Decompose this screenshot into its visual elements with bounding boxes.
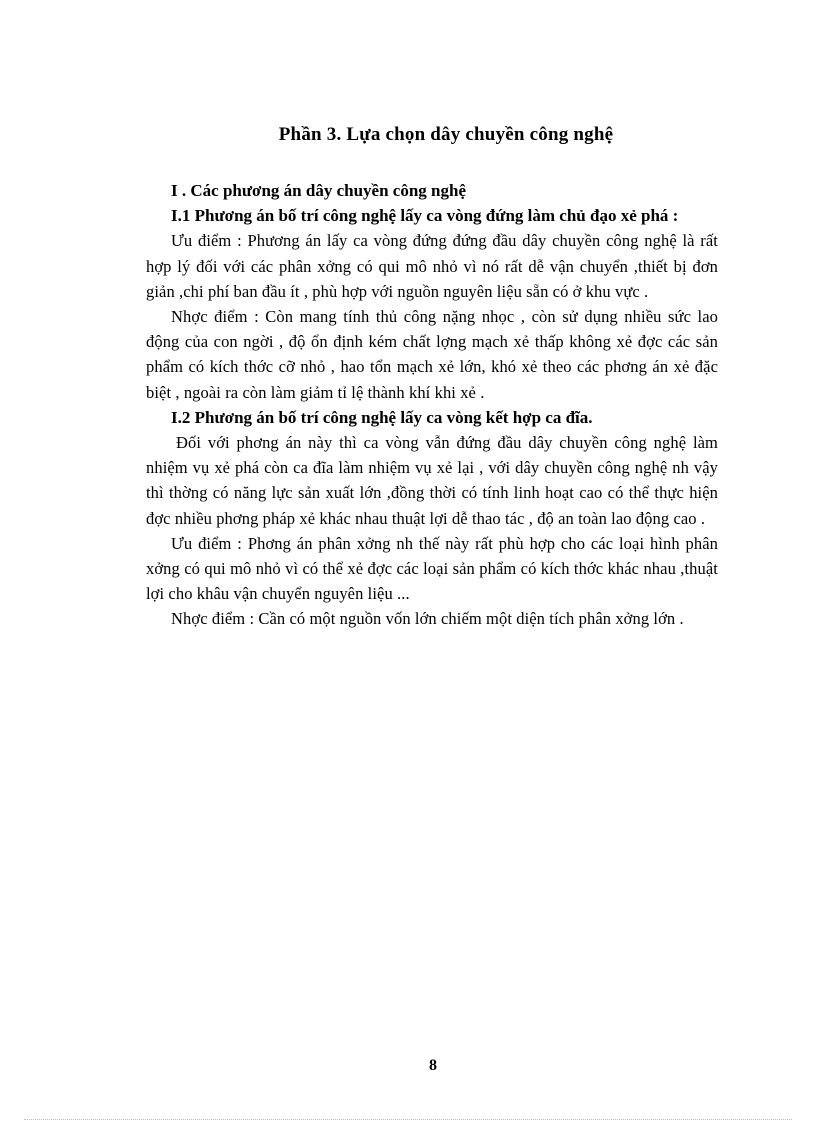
subsection-heading-1: I.1 Phương án bố trí công nghệ lấy ca vòng đứng làm chủ đạo xẻ phá : <box>171 206 679 226</box>
paragraph-disadvantages-2: Nhợc điểm : Cần có một nguồn vốn lớn chiếm một diện tích phân xởng lớn . <box>171 609 684 629</box>
section-heading: I . Các phương án dây chuyền công nghệ <box>171 181 466 200</box>
page-number: 8 <box>429 1057 437 1074</box>
paragraph-disadvantages-1: Nhợc điểm : Còn mang tính thủ công nặng nhọc , còn sử dụng nhiều sức lao động của con ngời , độ ổn định kém chất lợng mạch xẻ thấp không xẻ đợc các sản phẩm có kích thớc cỡ nhỏ , hao tổn mạch xẻ lớn, khó xẻ theo các phơng án xẻ đặc biệt , ngoài ra còn làm giảm tỉ lệ thành khí khi xẻ . <box>146 307 718 402</box>
subsection-heading-2: I.2 Phương án bố trí công nghệ lấy ca vòng kết hợp ca đĩa. <box>171 407 593 427</box>
paragraph-intro-2: Đối với phơng án này thì ca vòng vẫn đứng đầu dây chuyền công nghệ làm nhiệm vụ xẻ phá còn ca đĩa làm nhiệm vụ xẻ lại , với dây chuyền công nghệ nh vậy thì thờng có năng lực sản xuất lớn ,đồng thời có tính linh hoạt cao có thể thực hiện đợc nhiều phơng pháp xẻ khác nhau thuật lợi dễ thao tác , độ an toàn lao động cao . <box>146 433 718 528</box>
page-title: Phần 3. Lựa chọn dây chuyền công nghệ <box>278 124 614 145</box>
paragraph-advantages-1: Ưu điểm : Phương án lấy ca vòng đứng đứng đầu dây chuyền công nghệ là rất hợp lý đối với các phân xởng có qui mô nhỏ vì nó rất dễ vận chuyển ,thiết bị đơn giản ,chi phí ban đầu ít , phù hợp với nguồn nguyên liệu sẵn có ở khu vực . <box>146 231 718 301</box>
document-body <box>146 178 718 632</box>
paragraph-advantages-2: Ưu điểm : Phơng án phân xởng nh thế này rất phù hợp cho các loại hình phân xởng có qui mô nhỏ vì có thể xẻ đợc các loại sản phẩm có kích thớc khác nhau ,thuật lợi cho khâu vận chuyển nguyên liệu ... <box>146 533 718 604</box>
page-bottom-divider <box>24 1119 792 1120</box>
